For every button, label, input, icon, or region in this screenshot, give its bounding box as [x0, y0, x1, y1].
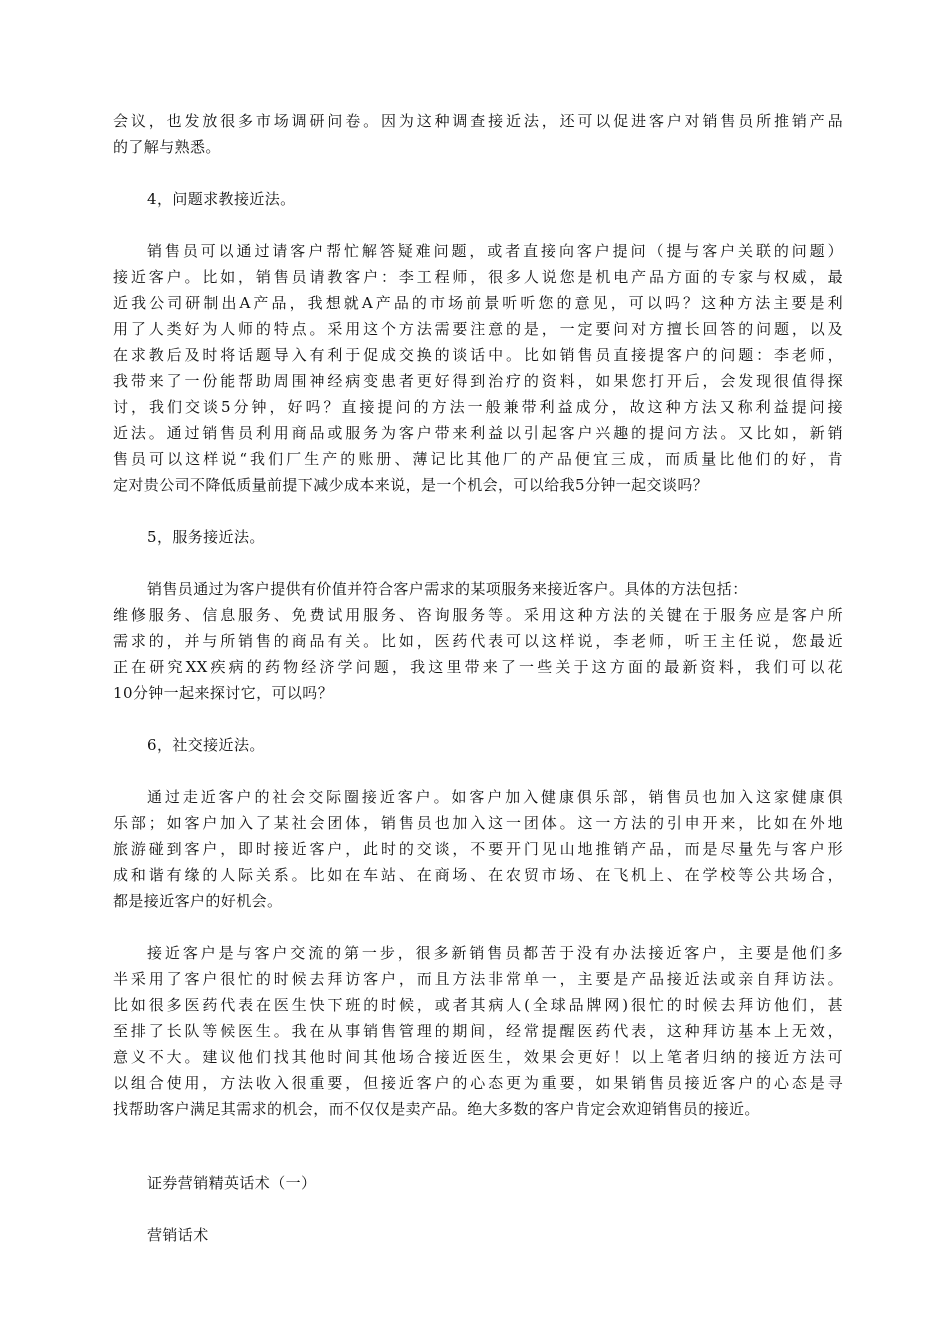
text-line: 至排了长队等候医生。我在从事销售管理的期间，经常提醒医药代表，这种拜访基本上无效， — [113, 1022, 843, 1040]
text-line: 旅游碰到客户，即时接近客户，此时的交谈，不要开门见山地推销产品，而是尽量先与客户形 — [113, 840, 843, 858]
text-line: 会议，也发放很多市场调研问卷。因为这种调查接近法，还可以促进客户对销售员所推销产品 — [113, 112, 843, 130]
text-line: 销售员可以通过请客户帮忙解答疑难问题，或者直接向客户提问（提与客户关联的问题） — [147, 242, 843, 260]
text-line: 近法。通过销售员利用商品或服务为客户带来利益以引起客户兴趣的提问方法。又比如，新销 — [113, 424, 843, 442]
text-line: 10分钟一起来探讨它，可以吗？ — [113, 684, 334, 702]
text-line: 的了解与熟悉。 — [113, 138, 221, 156]
text-line: 接近客户是与客户交流的第一步，很多新销售员都苦于没有办法接近客户，主要是他们多 — [147, 944, 843, 962]
text-line: 我带来了一份能帮助周围神经病变患者更好得到治疗的资料，如果您打开后，会发现很值得探 — [113, 372, 843, 390]
section-4-heading: 4，问题求教接近法。 — [147, 190, 296, 208]
text-line: 在求教后及时将话题导入有利于促成交换的谈话中。比如销售员直接提客户的问题：李老师， — [113, 346, 843, 364]
text-line: 以组合使用，方法收入很重要，但接近客户的心态更为重要，如果销售员接近客户的心态是寻 — [113, 1074, 843, 1092]
text-line: 通过走近客户的社会交际圈接近客户。如客户加入健康俱乐部，销售员也加入这家健康俱 — [147, 788, 843, 806]
text-line: 正在研究XX疾病的药物经济学问题，我这里带来了一些关于这方面的最新资料，我们可以花 — [113, 658, 843, 676]
text-line: 半采用了客户很忙的时候去拜访客户，而且方法非常单一，主要是产品接近法或亲自拜访法。 — [113, 970, 843, 988]
text-line: 销售员通过为客户提供有价值并符合客户需求的某项服务来接近客户。具体的方法包括： — [147, 580, 748, 598]
section-6-heading: 6，社交接近法。 — [147, 736, 265, 754]
subsection-title: 营销话术 — [147, 1226, 209, 1244]
document-page — [113, 108, 843, 1248]
summary-paragraph — [113, 940, 843, 1122]
text-line: 售员可以这样说“我们厂生产的账册、薄记比其他厂的产品便宜三成，而质量比他们的好，肯 — [113, 450, 843, 468]
text-line: 用了人类好为人师的特点。采用这个方法需要注意的是，一定要问对方擅长回答的问题，以及 — [113, 320, 843, 338]
text-line: 成和谐有缘的人际关系。比如在车站、在商场、在农贸市场、在飞机上、在学校等公共场合， — [113, 866, 843, 884]
text-line: 比如很多医药代表在医生快下班的时候，或者其病人(全球品牌网)很忙的时候去拜访他们，甚 — [113, 996, 843, 1014]
section-6-paragraph — [113, 784, 843, 914]
section-5-heading: 5，服务接近法。 — [147, 528, 265, 546]
text-line: 定对贵公司不降低质量前提下减少成本来说，是一个机会，可以给我5分钟一起交谈吗？ — [113, 476, 709, 494]
text-line: 乐部；如客户加入了某社会团体，销售员也加入这一团体。这一方法的引申开来，比如在外地 — [113, 814, 843, 832]
section-5-paragraph — [113, 576, 843, 706]
section-title: 证券营销精英话术（一） — [147, 1174, 317, 1192]
text-line: 都是接近客户的好机会。 — [113, 892, 283, 910]
section-4-paragraph — [113, 238, 843, 498]
intro-paragraph — [113, 108, 843, 160]
text-line: 接近客户。比如，销售员请教客户：李工程师，很多人说您是机电产品方面的专家与权威，最 — [113, 268, 843, 286]
text-line: 讨，我们交谈5分钟，好吗？直接提问的方法一般兼带利益成分，故这种方法又称利益提问接 — [113, 398, 843, 416]
text-line: 近我公司研制出A产品，我想就A产品的市场前景听听您的意见，可以吗？这种方法主要是利 — [113, 294, 843, 312]
text-line: 意义不大。建议他们找其他时间其他场合接近医生，效果会更好！以上笔者归纳的接近方法可 — [113, 1048, 843, 1066]
text-line: 维修服务、信息服务、免费试用服务、咨询服务等。采用这种方法的关键在于服务应是客户所 — [113, 606, 843, 624]
text-line: 找帮助客户满足其需求的机会，而不仅仅是卖产品。绝大多数的客户肯定会欢迎销售员的接近。 — [113, 1100, 760, 1118]
text-line: 需求的，并与所销售的商品有关。比如，医药代表可以这样说，李老师，听王主任说，您最近 — [113, 632, 843, 650]
